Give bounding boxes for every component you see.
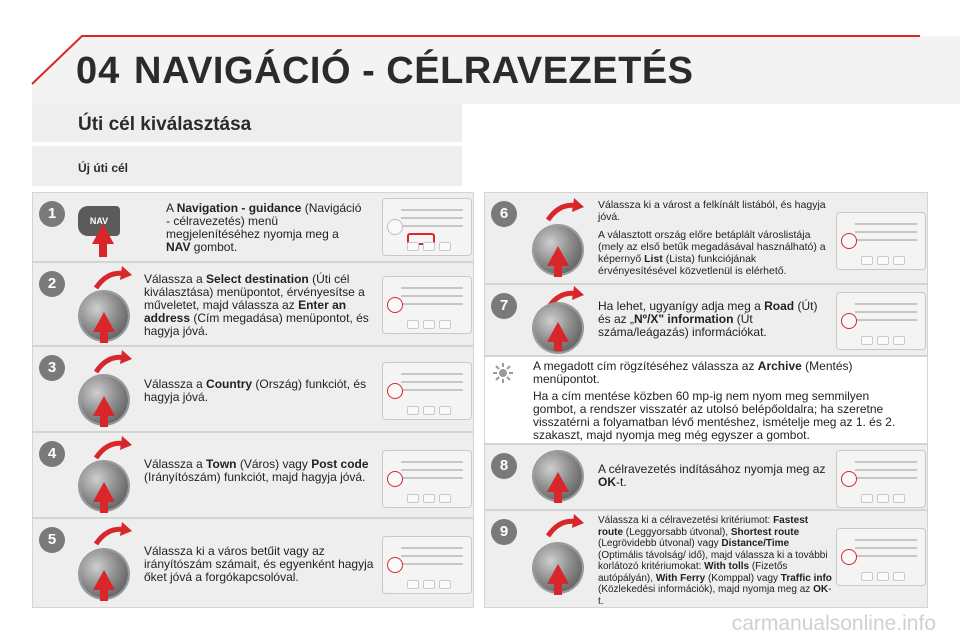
- press-arrow-icon: [93, 570, 115, 590]
- step-number: 3: [39, 355, 65, 381]
- press-arrow-icon: [547, 246, 569, 266]
- step-3-text: Válassza a Country (Ország) funkciót, és hagyja jóvá.: [144, 377, 367, 404]
- press-arrow-icon: [547, 564, 569, 584]
- step-number: 2: [39, 271, 65, 297]
- rotate-arrow-icon: [92, 350, 132, 376]
- radio-unit-icon: [382, 450, 472, 508]
- step-number: 7: [491, 293, 517, 319]
- radio-unit-icon: [382, 362, 472, 420]
- lightbulb-icon: [492, 362, 514, 384]
- radio-unit-icon: [836, 450, 926, 508]
- step-number: 9: [491, 519, 517, 545]
- radio-unit-icon: [382, 198, 472, 256]
- rotate-arrow-icon: [544, 198, 584, 224]
- step-5-text: Válassza ki a város betűit vagy az irányítószám számait, és egyenként hagyja őket jóvá a forgókapcsolóval.: [144, 544, 374, 584]
- step-8-text: A célravezetés indításához nyomja meg az OK-t.: [598, 462, 826, 489]
- page-title: NAVIGÁCIÓ - CÉLRAVEZETÉS: [134, 50, 694, 92]
- hint-text: A megadott cím rögzítéséhez válassza az Archive (Mentés) menüpontot. Ha a cím mentése közben 60 mp-ig nem nyom meg semmilyen gombot, a rendszer visszatér az utolsó belépőoldalra; ha szeretne visszatérni a folyamatban lévő mentéshez, ismételje meg az 1. és 2. szakaszt, majd nyomja meg még egyszer a gombot.: [533, 359, 896, 442]
- press-arrow-icon: [92, 224, 114, 244]
- nav-button-icon: NAV: [78, 206, 120, 236]
- section-title: Úti cél kiválasztása: [78, 114, 252, 135]
- press-arrow-icon: [547, 472, 569, 492]
- rotate-arrow-icon: [92, 266, 132, 292]
- watermark: carmanualsonline.info: [731, 612, 936, 635]
- step-number: 6: [491, 201, 517, 227]
- press-arrow-icon: [547, 322, 569, 342]
- step-number: 5: [39, 527, 65, 553]
- radio-unit-icon: [836, 212, 926, 270]
- rotate-arrow-icon: [92, 522, 132, 548]
- rotate-arrow-icon: [92, 436, 132, 462]
- step-2-text: Válassza a Select destination (Úti cél kiválasztása) menüpontot, érvényesítse a műveletet, majd válassza az Enter an address (Cím megadása) menüpontot, és hagyja jóvá.: [144, 272, 369, 338]
- radio-unit-icon: [836, 292, 926, 350]
- step-4-text: Válassza a Town (Város) vagy Post code (Irányítószám) funkciót, majd hagyja jóvá.: [144, 457, 369, 484]
- subsection-title: Új úti cél: [78, 161, 129, 175]
- press-arrow-stem: [99, 243, 107, 257]
- press-arrow-stem: [100, 415, 108, 427]
- press-arrow-stem: [554, 583, 562, 595]
- press-arrow-stem: [554, 491, 562, 503]
- press-arrow-stem: [554, 341, 562, 351]
- press-arrow-stem: [554, 265, 562, 277]
- press-arrow-icon: [93, 396, 115, 416]
- press-arrow-stem: [100, 501, 108, 513]
- step-number: 8: [491, 453, 517, 479]
- step-9-text: Válassza ki a célravezetési kritériumot: Fastest route (Leggyorsabb útvonal), Shortest route (Legrövidebb útvonal) vagy Distance/Time (Optimális távolság/ idő), majd válassza ki a további korlátozó kritériumokat: With tolls (Fizetős autópályán), With Ferry (Komppal) vagy Traffic info (Közlekedési információk), majd nyomja meg az OK-t.: [598, 515, 832, 607]
- press-arrow-stem: [100, 331, 108, 343]
- chapter-number: 04: [76, 50, 121, 92]
- press-arrow-icon: [93, 482, 115, 502]
- step-1-text: A Navigation - guidance (Navigáció - célravezetés) menü megjelenítéséhez nyomja meg a NAV gombot.: [166, 201, 362, 254]
- step-6-text: Válassza ki a várost a felkínált listából, és hagyja jóvá. A választott ország előre betáplált városlistája (mely az első betűk megadásával használható) a képernyő List (Lista) funkciójának érvényesítésével közvetlenül is elérhető.: [598, 199, 826, 277]
- radio-unit-icon: [382, 276, 472, 334]
- rotate-arrow-icon: [544, 514, 584, 540]
- step-7-text: Ha lehet, ugyanígy adja meg a Road (Út) és az „Nº/X" information (Út száma/leágazás) információkat.: [598, 299, 818, 339]
- radio-unit-icon: [836, 528, 926, 586]
- step-number: 1: [39, 201, 65, 227]
- press-arrow-stem: [100, 589, 108, 601]
- press-arrow-icon: [93, 312, 115, 332]
- step-number: 4: [39, 441, 65, 467]
- radio-unit-icon: [382, 536, 472, 594]
